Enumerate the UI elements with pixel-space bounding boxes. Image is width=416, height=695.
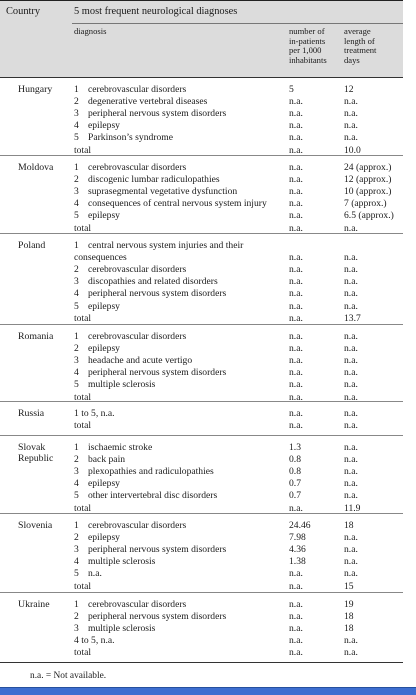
diagnosis-cell: consequences xyxy=(74,252,127,264)
treatment-days-cell: n.a. xyxy=(344,331,358,342)
inpatients-cell: n.a. xyxy=(289,288,303,300)
diagnosis-cell: peripheral nervous system disorders xyxy=(88,611,227,623)
diagnosis-cell: back pain xyxy=(88,454,126,466)
rank-number: 4 xyxy=(74,367,79,379)
rank-number: 4 xyxy=(74,198,79,210)
diagnosis-cell: discopathies and related disorders xyxy=(88,276,218,288)
total-label: total xyxy=(74,420,92,432)
diagnosis-cell: epilepsy xyxy=(88,478,120,490)
inpatients-cell: n.a. xyxy=(289,108,303,120)
total-treatment-days-cell: n.a. xyxy=(344,222,358,234)
total-inpatients-cell: n.a. xyxy=(289,420,303,432)
rank-number: 2 xyxy=(74,174,79,186)
rank-number: 2 xyxy=(74,96,79,108)
inpatients-cell: n.a. xyxy=(289,132,303,144)
group-divider xyxy=(0,513,403,514)
treatment-days-cell: n.a. xyxy=(344,300,358,312)
inpatients-cell: n.a. xyxy=(289,355,303,367)
diagnosis-cell: epilepsy xyxy=(88,343,120,355)
diagnosis-cell: epilepsy xyxy=(88,210,120,222)
diagnosis-cell: headache and acute vertigo xyxy=(88,355,193,367)
treatment-days-cell: n.a. xyxy=(344,544,358,556)
diagnosis-cell: epilepsy xyxy=(88,300,120,312)
rank-number: 5 xyxy=(74,300,79,312)
diagnosis-cell: ischaemic stroke xyxy=(88,442,153,453)
header-title: 5 most frequent neurological diagnoses xyxy=(74,6,238,17)
group-divider xyxy=(0,401,403,402)
rank-number: 3 xyxy=(74,355,79,367)
diagnosis-cell: cerebrovascular disorders xyxy=(88,331,187,342)
rank-number: 3 xyxy=(74,276,79,288)
diagnosis-cell: multiple sclerosis xyxy=(88,556,156,568)
treatment-days-cell: 19 xyxy=(344,599,354,610)
diagnosis-cell: 4 to 5, n.a. xyxy=(74,635,115,647)
diagnosis-cell: cerebrovascular disorders xyxy=(88,520,187,531)
inpatients-cell: n.a. xyxy=(289,331,303,342)
inpatients-cell: 4.36 xyxy=(289,544,306,556)
treatment-days-cell: 12 xyxy=(344,84,354,95)
diagnosis-cell: 1 to 5, n.a. xyxy=(74,408,115,419)
group-divider xyxy=(0,435,403,436)
diagnosis-cell: peripheral nervous system disorders xyxy=(88,544,227,556)
header-avg-treatment-days: average length of treatment days xyxy=(344,26,377,65)
total-inpatients-cell: n.a. xyxy=(289,144,303,156)
treatment-days-cell: n.a. xyxy=(344,532,358,544)
total-inpatients-cell: n.a. xyxy=(289,502,303,514)
header-divider xyxy=(72,23,403,24)
rank-number: 2 xyxy=(74,454,79,466)
treatment-days-cell: n.a. xyxy=(344,132,358,144)
total-inpatients-cell: n.a. xyxy=(289,391,303,403)
inpatients-cell: n.a. xyxy=(289,198,303,210)
inpatients-cell: n.a. xyxy=(289,635,303,647)
rank-number: 2 xyxy=(74,532,79,544)
diagnosis-cell: suprasegmental vegetative dysfunction xyxy=(88,186,238,198)
country-label: Poland xyxy=(18,240,46,251)
treatment-days-cell: n.a. xyxy=(344,288,358,300)
table-subheader-band xyxy=(0,24,403,78)
rank-number: 1 xyxy=(74,240,79,251)
treatment-days-cell: n.a. xyxy=(344,556,358,568)
inpatients-cell: n.a. xyxy=(289,174,303,186)
rank-number: 3 xyxy=(74,544,79,556)
total-treatment-days-cell: n.a. xyxy=(344,647,358,659)
rank-number: 1 xyxy=(74,520,79,531)
inpatients-cell: n.a. xyxy=(289,367,303,379)
diagnosis-cell: Parkinson’s syndrome xyxy=(88,132,174,144)
inpatients-cell: n.a. xyxy=(289,186,303,198)
rank-number: 5 xyxy=(74,132,79,144)
diagnosis-cell: epilepsy xyxy=(88,120,120,132)
inpatients-cell: n.a. xyxy=(289,264,303,276)
total-label: total xyxy=(74,144,92,156)
inpatients-cell: n.a. xyxy=(289,599,303,610)
rank-number: 5 xyxy=(74,490,79,502)
total-inpatients-cell: n.a. xyxy=(289,222,303,234)
treatment-days-cell: n.a. xyxy=(344,408,358,419)
total-treatment-days-cell: 11.9 xyxy=(344,502,361,514)
total-label: total xyxy=(74,647,92,659)
inpatients-cell: n.a. xyxy=(289,611,303,623)
diagnosis-cell: cerebrovascular disorders xyxy=(88,162,187,173)
country-label: Slovenia xyxy=(18,520,53,531)
rank-number: 4 xyxy=(74,288,79,300)
diagnosis-cell: n.a. xyxy=(88,568,102,580)
inpatients-cell: n.a. xyxy=(289,210,303,222)
treatment-days-cell: 7 (approx.) xyxy=(344,198,387,210)
inpatients-cell: n.a. xyxy=(289,300,303,312)
treatment-days-cell: n.a. xyxy=(344,276,358,288)
footnote: n.a. = Not available. xyxy=(30,671,107,681)
diagnosis-cell: peripheral nervous system disorders xyxy=(88,367,227,379)
rank-number: 4 xyxy=(74,120,79,132)
treatment-days-cell: n.a. xyxy=(344,454,358,466)
diagnosis-cell: other intervertebral disc disorders xyxy=(88,490,218,502)
group-divider xyxy=(0,155,403,156)
group-divider xyxy=(0,233,403,234)
rank-number: 4 xyxy=(74,556,79,568)
inpatients-cell: n.a. xyxy=(289,568,303,580)
treatment-days-cell: n.a. xyxy=(344,379,358,391)
diagnosis-cell: consequences of central nervous system injury xyxy=(88,198,267,210)
inpatients-cell: 1.3 xyxy=(289,442,301,453)
treatment-days-cell: 12 (approx.) xyxy=(344,174,392,186)
inpatients-cell: n.a. xyxy=(289,252,303,264)
total-label: total xyxy=(74,391,92,403)
inpatients-cell: 0.7 xyxy=(289,490,301,502)
rank-number: 5 xyxy=(74,210,79,222)
treatment-days-cell: 24 (approx.) xyxy=(344,162,392,173)
header-inpatients-per-1000: number of in-patients per 1,000 inhabitants xyxy=(289,26,327,65)
country-label: Romania xyxy=(18,331,54,342)
inpatients-cell: n.a. xyxy=(289,343,303,355)
country-label: Ukraine xyxy=(18,599,50,610)
diagnosis-cell: epilepsy xyxy=(88,532,120,544)
rank-number: 1 xyxy=(74,162,79,173)
total-treatment-days-cell: 13.7 xyxy=(344,312,361,324)
total-treatment-days-cell: n.a. xyxy=(344,391,358,403)
inpatients-cell: 0.8 xyxy=(289,454,301,466)
diagnosis-cell: cerebrovascular disorders xyxy=(88,264,187,276)
header-bottom-rule xyxy=(0,77,403,78)
treatment-days-cell: 18 xyxy=(344,623,354,635)
treatment-days-cell: n.a. xyxy=(344,442,358,453)
diagnosis-cell: cerebrovascular disorders xyxy=(88,599,187,610)
inpatients-cell: 24.46 xyxy=(289,520,311,531)
diagnosis-cell: peripheral nervous system disorders xyxy=(88,288,227,300)
treatment-days-cell: n.a. xyxy=(344,120,358,132)
header-country: Country xyxy=(6,6,41,17)
inpatients-cell: n.a. xyxy=(289,96,303,108)
inpatients-cell: n.a. xyxy=(289,379,303,391)
diagnosis-cell: multiple sclerosis xyxy=(88,623,156,635)
inpatients-cell: n.a. xyxy=(289,162,303,173)
rank-number: 1 xyxy=(74,84,79,95)
treatment-days-cell: 6.5 (approx.) xyxy=(344,210,394,222)
group-divider xyxy=(0,592,403,593)
inpatients-cell: n.a. xyxy=(289,120,303,132)
rank-number: 5 xyxy=(74,568,79,580)
diagnosis-cell: degenerative vertebral diseases xyxy=(88,96,208,108)
treatment-days-cell: n.a. xyxy=(344,264,358,276)
rank-number: 3 xyxy=(74,108,79,120)
rank-number: 5 xyxy=(74,379,79,391)
diagnosis-cell: discogenic lumbar radiculopathies xyxy=(88,174,220,186)
treatment-days-cell: n.a. xyxy=(344,108,358,120)
treatment-days-cell: 10 (approx.) xyxy=(344,186,392,198)
rank-number: 3 xyxy=(74,466,79,478)
rank-number: 4 xyxy=(74,478,79,490)
rank-number: 1 xyxy=(74,331,79,342)
diagnosis-cell: plexopathies and radiculopathies xyxy=(88,466,214,478)
rank-number: 2 xyxy=(74,343,79,355)
treatment-days-cell: 18 xyxy=(344,611,354,623)
inpatients-cell: n.a. xyxy=(289,408,303,419)
table-bottom-rule xyxy=(0,662,403,663)
diagnosis-cell: central nervous system injuries and their xyxy=(88,240,244,251)
country-label: Hungary xyxy=(18,84,53,95)
inpatients-cell: 5 xyxy=(289,84,294,95)
treatment-days-cell: n.a. xyxy=(344,568,358,580)
treatment-days-cell: 18 xyxy=(344,520,354,531)
treatment-days-cell: n.a. xyxy=(344,355,358,367)
treatment-days-cell: n.a. xyxy=(344,252,358,264)
treatment-days-cell: n.a. xyxy=(344,478,358,490)
header-diagnosis: diagnosis xyxy=(74,26,107,36)
inpatients-cell: n.a. xyxy=(289,276,303,288)
inpatients-cell: 7.98 xyxy=(289,532,306,544)
treatment-days-cell: n.a. xyxy=(344,635,358,647)
total-label: total xyxy=(74,222,92,234)
total-label: total xyxy=(74,312,92,324)
total-inpatients-cell: n.a. xyxy=(289,312,303,324)
group-divider xyxy=(0,324,403,325)
inpatients-cell: 1.38 xyxy=(289,556,306,568)
inpatients-cell: 0.8 xyxy=(289,466,301,478)
country-label: Slovak Republic xyxy=(18,442,54,465)
diagnosis-cell: peripheral nervous system disorders xyxy=(88,108,227,120)
total-label: total xyxy=(74,502,92,514)
country-label: Russia xyxy=(18,408,45,419)
treatment-days-cell: n.a. xyxy=(344,466,358,478)
horizontal-scrollbar[interactable] xyxy=(0,687,416,695)
rank-number: 3 xyxy=(74,623,79,635)
rank-number: 3 xyxy=(74,186,79,198)
total-inpatients-cell: n.a. xyxy=(289,647,303,659)
rank-number: 2 xyxy=(74,264,79,276)
rank-number: 1 xyxy=(74,599,79,610)
total-label: total xyxy=(74,580,92,592)
diagnosis-cell: multiple sclerosis xyxy=(88,379,156,391)
rank-number: 1 xyxy=(74,442,79,453)
total-treatment-days-cell: 10.0 xyxy=(344,144,361,156)
total-treatment-days-cell: n.a. xyxy=(344,420,358,432)
treatment-days-cell: n.a. xyxy=(344,343,358,355)
country-label: Moldova xyxy=(18,162,54,173)
treatment-days-cell: n.a. xyxy=(344,367,358,379)
diagnosis-cell: cerebrovascular disorders xyxy=(88,84,187,95)
inpatients-cell: n.a. xyxy=(289,623,303,635)
treatment-days-cell: n.a. xyxy=(344,96,358,108)
total-inpatients-cell: n.a. xyxy=(289,580,303,592)
rank-number: 2 xyxy=(74,611,79,623)
inpatients-cell: 0.7 xyxy=(289,478,301,490)
total-treatment-days-cell: 15 xyxy=(344,580,354,592)
treatment-days-cell: n.a. xyxy=(344,490,358,502)
